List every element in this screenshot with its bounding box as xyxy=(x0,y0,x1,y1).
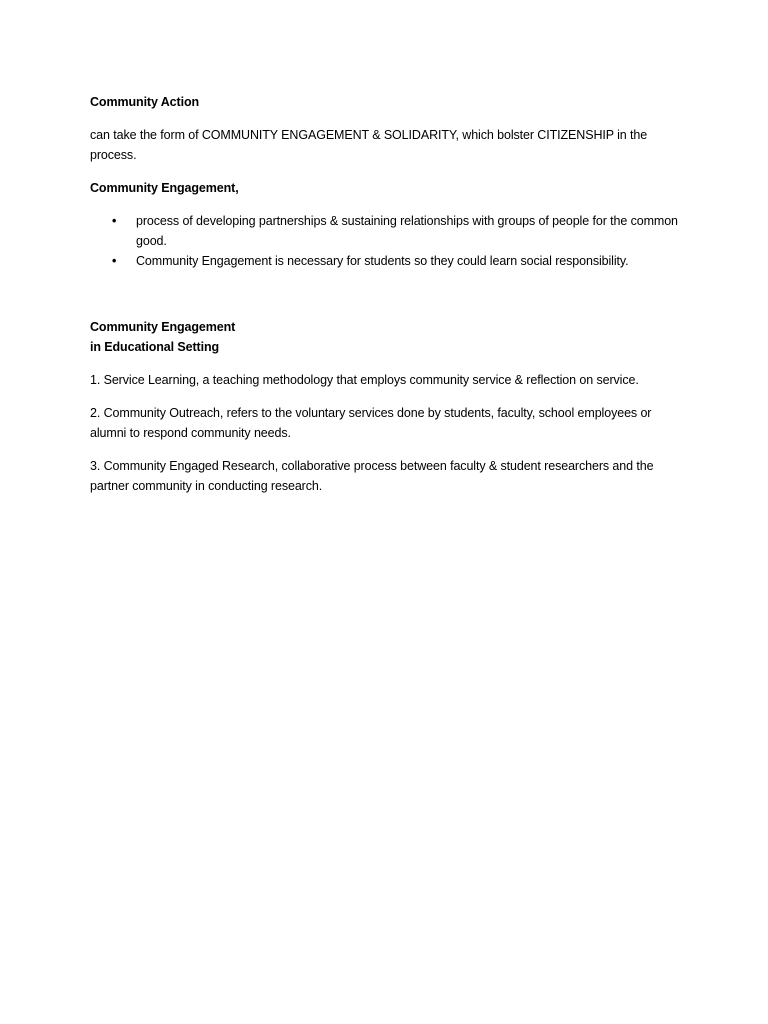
list-item xyxy=(90,211,690,251)
heading-line: in Educational Setting xyxy=(90,340,220,354)
numbered-item: 1. Service Learning, a teaching methodology that employs community service & reflection on service. xyxy=(90,373,639,387)
engagement-bullet-list xyxy=(90,211,690,271)
bullet-text: Community Engagement is necessary for students so they could learn social responsibility. xyxy=(136,254,629,268)
engagement-heading: Community Engagement, xyxy=(90,181,239,195)
numbered-item: 2. Community Outreach, refers to the voluntary services done by students, faculty, school employees or alumni to respond community needs. xyxy=(90,406,652,440)
intro-paragraph: can take the form of COMMUNITY ENGAGEMENT & SOLIDARITY, which bolster CITIZENSHIP in the process. xyxy=(90,128,648,162)
numbered-item: 3. Community Engaged Research, collaborative process between faculty & student researchers and the partner community in conducting research. xyxy=(90,459,654,493)
heading-line: Community Engagement xyxy=(90,320,236,334)
educational-setting-heading xyxy=(90,317,690,357)
educational-setting-section xyxy=(90,317,690,496)
bullet-icon: • xyxy=(112,254,117,268)
document-page xyxy=(90,92,690,509)
list-item xyxy=(90,251,690,271)
document-title: Community Action xyxy=(90,95,200,109)
bullet-text: process of developing partnerships & sustaining relationships with groups of people for the common good. xyxy=(136,214,678,248)
bullet-icon: • xyxy=(112,214,117,228)
